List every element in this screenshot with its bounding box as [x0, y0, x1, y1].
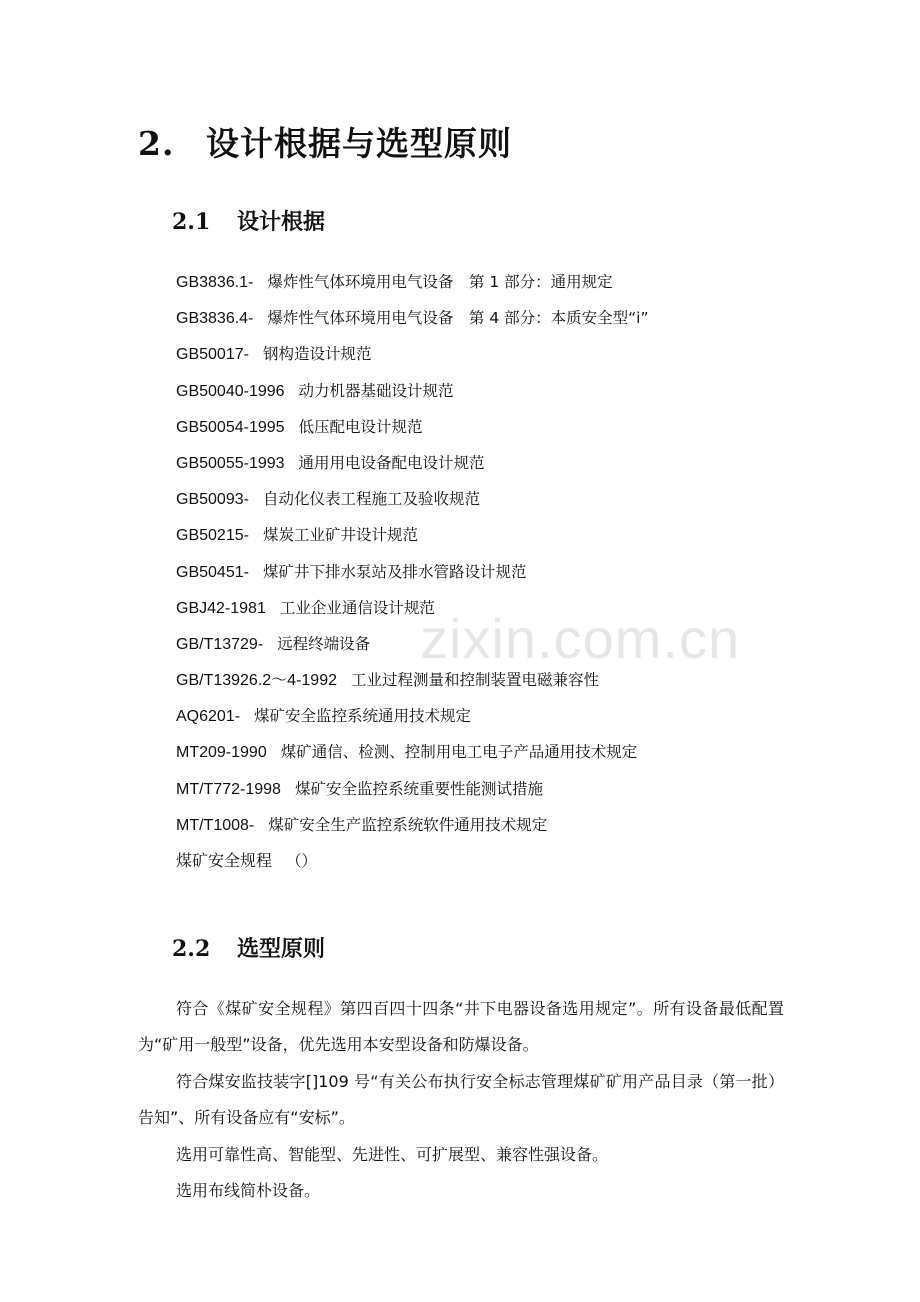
reference-title: 工业过程测量和控制装置电磁兼容性	[351, 671, 600, 690]
reference-code: GB50215-	[176, 527, 249, 545]
section-number: 2.	[138, 124, 175, 163]
reference-code: GB50055-1993	[176, 454, 285, 472]
reference-item	[176, 843, 648, 879]
paragraph-reliability: 选用可靠性高、智能型、先进性、可扩展型、兼容性强设备。	[176, 1145, 609, 1164]
reference-title: 工业企业通信设计规范	[279, 598, 435, 617]
reference-code: GB/T13926.2～4-1992	[176, 672, 337, 690]
reference-item	[176, 517, 648, 553]
reference-title: 煤炭工业矿井设计规范	[262, 526, 418, 545]
subsection-title: 设计根据	[237, 209, 326, 235]
reference-code: GB50451-	[176, 563, 249, 581]
reference-item	[176, 662, 648, 698]
reference-item	[176, 807, 648, 843]
subsection-number: 2.2	[172, 936, 211, 962]
reference-title: 煤矿安全监控系统重要性能测试措施	[294, 779, 543, 798]
reference-title: 低压配电设计规范	[298, 417, 423, 436]
section-heading	[138, 118, 512, 165]
reference-item	[176, 445, 648, 481]
subsection-title: 选型原则	[237, 936, 326, 962]
reference-code: GB50040-1996	[176, 382, 285, 400]
reference-item	[176, 554, 648, 590]
reference-item	[176, 698, 648, 734]
reference-code: GBJ42-1981	[176, 599, 266, 617]
reference-code: MT209-1990	[176, 744, 267, 762]
paragraph-simple-wiring: 选用布线简朴设备。	[176, 1181, 321, 1200]
reference-code: 煤矿安全规程	[176, 853, 273, 870]
reference-title: 自动化仪表工程施工及验收规范	[262, 490, 480, 509]
reference-code: GB3836.4-	[176, 310, 254, 328]
reference-item	[176, 734, 648, 770]
reference-title: 动力机器基础设计规范	[298, 381, 454, 400]
reference-code: GB50054-1995	[176, 418, 285, 436]
reference-code: GB3836.1-	[176, 274, 254, 291]
reference-title: 钢构造设计规范	[262, 345, 372, 364]
subsection-number: 2.1	[172, 209, 211, 235]
reference-list	[176, 264, 648, 879]
reference-title: 远程终端设备	[277, 634, 371, 653]
reference-title: 爆炸性气体环境用电气设备 第 1 部分：通用规定	[267, 273, 613, 291]
reference-item	[176, 409, 648, 445]
reference-item	[176, 481, 648, 517]
reference-title: 爆炸性气体环境用电气设备 第 4 部分：本质安全型“i”	[267, 309, 649, 328]
reference-code: MT/T772-1998	[176, 780, 281, 798]
reference-item	[176, 300, 648, 336]
paragraph-coal-mine-safety-rules: 符合《煤矿安全规程》第四百四十四条“井下电器设备选用规定”。所有设备最低配置为“矿用一般型”设备，优先选用本安型设备和防爆设备。	[138, 999, 784, 1054]
reference-title: （）	[286, 852, 318, 870]
reference-code: AQ6201-	[176, 708, 241, 726]
reference-item	[176, 264, 648, 300]
reference-code: GB50017-	[176, 346, 249, 364]
section-title: 设计根据与选型原则	[206, 124, 512, 163]
reference-code: GB50093-	[176, 491, 249, 509]
reference-title: 煤矿通信、检测、控制用电工电子产品通用技术规定	[280, 743, 638, 762]
subsection-heading-design-basis	[172, 205, 325, 236]
reference-code: MT/T1008-	[176, 816, 255, 834]
reference-title: 煤矿井下排水泵站及排水管路设计规范	[262, 562, 527, 581]
watermark: zixin.com.cn	[420, 607, 741, 670]
paragraph-safety-mark: 符合煤安监技装字[]109 号“有关公布执行安全标志管理煤矿矿用产品目录（第一批）告知”、所有设备应有“安标”。	[138, 1072, 784, 1127]
reference-code: GB/T13729-	[176, 635, 264, 653]
reference-item	[176, 373, 648, 409]
reference-item	[176, 336, 648, 372]
subsection-heading-selection-principles	[172, 932, 325, 963]
reference-item	[176, 771, 648, 807]
reference-item	[176, 590, 648, 626]
reference-title: 通用用电设备配电设计规范	[298, 453, 485, 472]
reference-title: 煤矿安全监控系统通用技术规定	[254, 707, 472, 726]
reference-item	[176, 626, 648, 662]
reference-title: 煤矿安全生产监控系统软件通用技术规定	[268, 815, 548, 834]
